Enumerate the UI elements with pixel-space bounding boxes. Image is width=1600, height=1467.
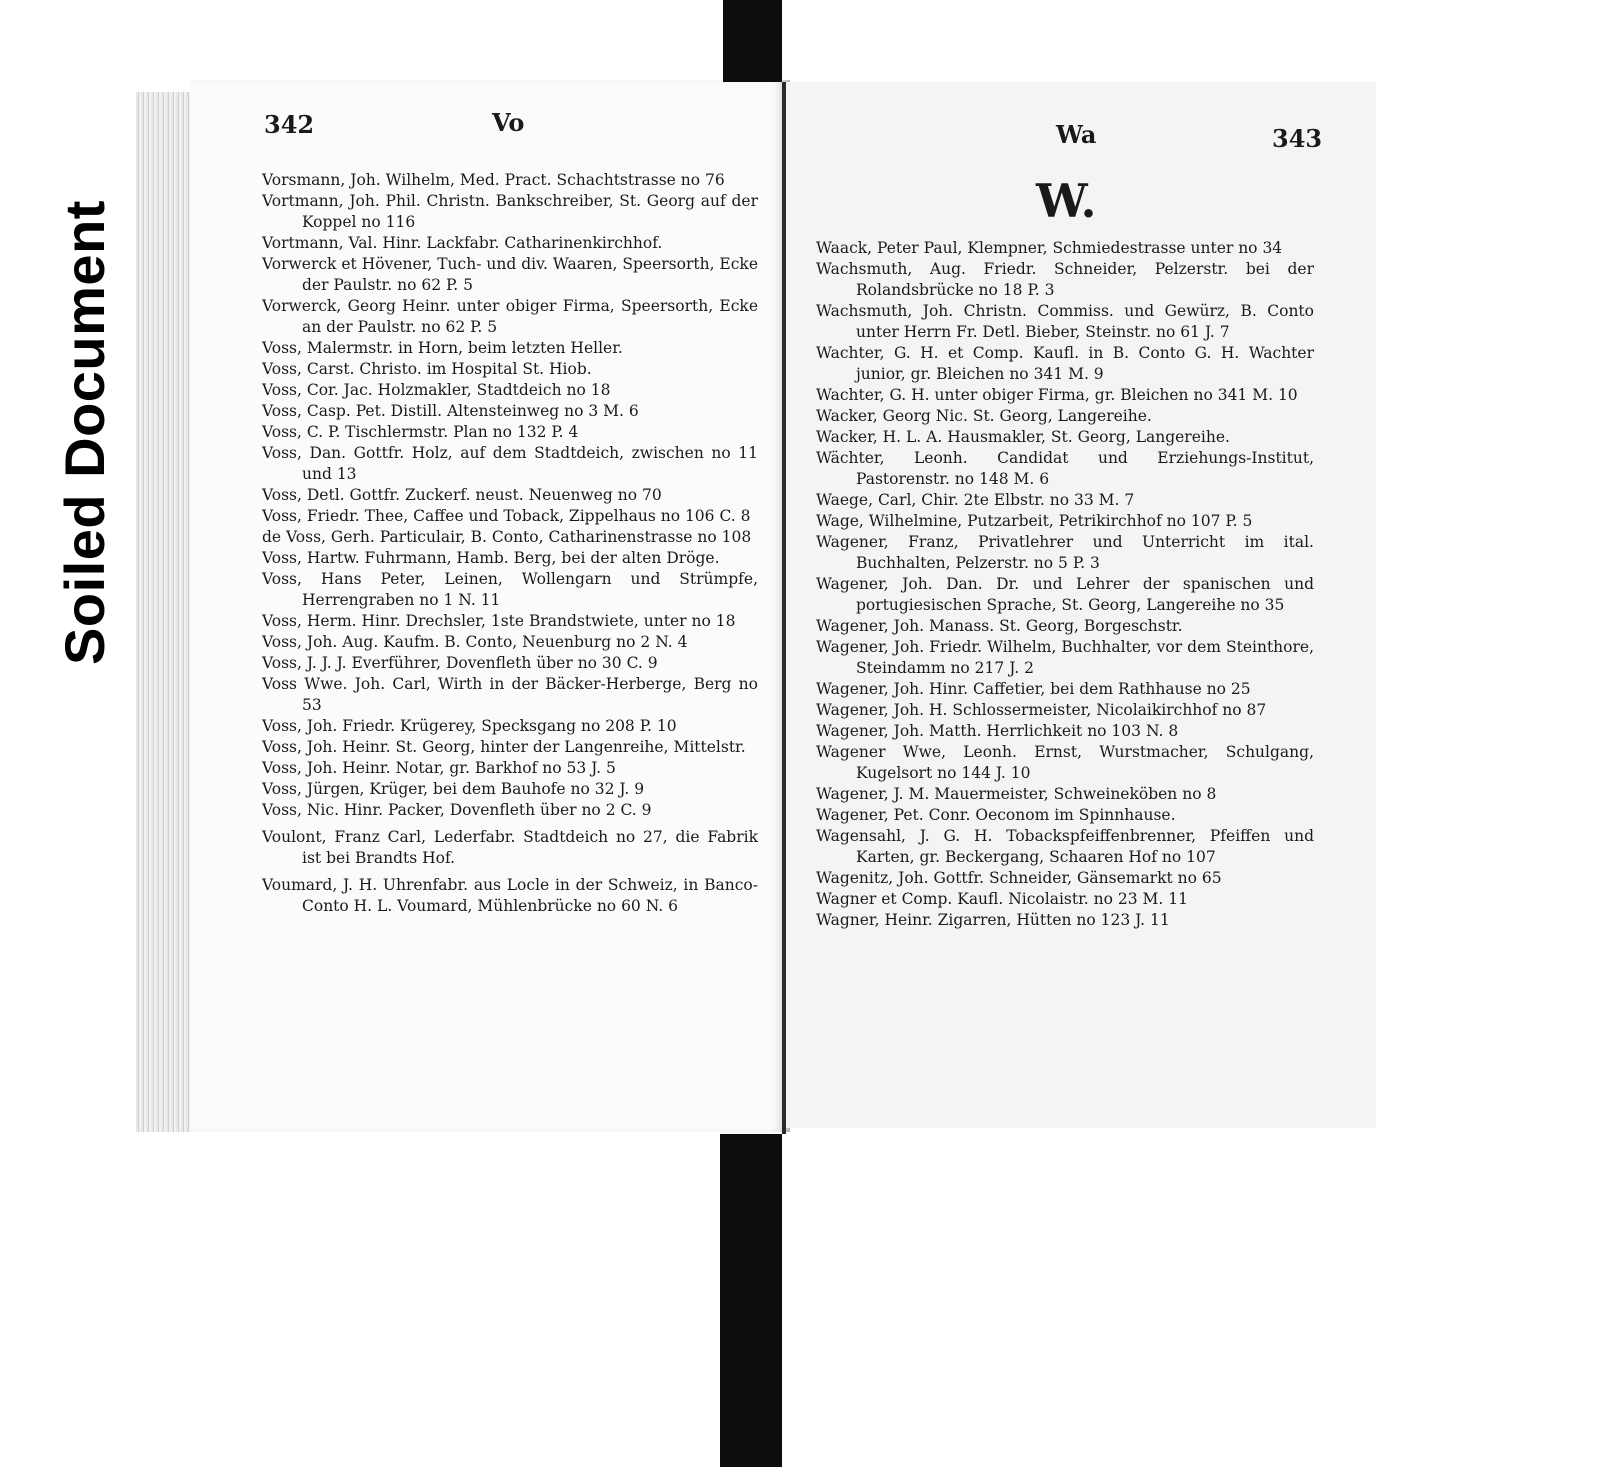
directory-entry: Voss, Nic. Hinr. Packer, Dovenfleth über no 2 C. 9 xyxy=(262,801,652,819)
spine-shadow-bottom xyxy=(720,1134,782,1467)
directory-entry: Wagener, J. M. Mauermeister, Schweineköben no 8 xyxy=(816,785,1217,803)
directory-entry: Voss, J. J. J. Everführer, Dovenfleth über no 30 C. 9 xyxy=(262,654,658,672)
directory-entry: Wagner, Heinr. Zigarren, Hütten no 123 J. 11 xyxy=(816,911,1170,929)
directory-entry: Voss, Detl. Gottfr. Zuckerf. neust. Neuenweg no 70 xyxy=(262,486,662,504)
directory-entry: Voss, C. P. Tischlermstr. Plan no 132 P. 4 xyxy=(262,423,579,441)
directory-entry: Voss, Cor. Jac. Holzmakler, Stadtdeich no 18 xyxy=(262,381,611,399)
left-page-number: 342 xyxy=(264,110,315,139)
right-directory-column xyxy=(816,238,1314,931)
directory-entry: Vorsmann, Joh. Wilhelm, Med. Pract. Schachtstrasse no 76 xyxy=(262,171,725,189)
right-running-header: Wa xyxy=(1056,120,1097,149)
directory-entry: Wächter, Leonh. Candidat und Erziehungs-Institut, Pastorenstr. no 148 M. 6 xyxy=(816,449,1314,488)
directory-entry: Wagener, Joh. H. Schlossermeister, Nicolaikirchhof no 87 xyxy=(816,701,1267,719)
directory-entry: Voss, Joh. Friedr. Krügerey, Specksgang no 208 P. 10 xyxy=(262,717,677,735)
directory-entry: Voss, Hartw. Fuhrmann, Hamb. Berg, bei der alten Dröge. xyxy=(262,549,720,567)
directory-entry: Vorwerck et Hövener, Tuch- und div. Waaren, Speersorth, Ecke der Paulstr. no 62 P. 5 xyxy=(262,255,758,294)
directory-entry: Vorwerck, Georg Heinr. unter obiger Firma, Speersorth, Ecke an der Paulstr. no 62 P. 5 xyxy=(262,297,758,336)
directory-entry: Wachsmuth, Joh. Christn. Commiss. und Gewürz, B. Conto unter Herrn Fr. Detl. Bieber, Steinstr. no 61 J. 7 xyxy=(816,302,1314,341)
directory-entry: Wachter, G. H. et Comp. Kaufl. in B. Conto G. H. Wachter junior, gr. Bleichen no 341 M. 9 xyxy=(816,344,1314,383)
directory-entry: Voss, Friedr. Thee, Caffee und Toback, Zippelhaus no 106 C. 8 xyxy=(262,507,751,525)
directory-entry: Voumard, J. H. Uhrenfabr. aus Locle in der Schweiz, in Banco-Conto H. L. Voumard, Mühlenbrücke no 60 N. 6 xyxy=(262,876,758,915)
directory-entry: Wagener, Joh. Friedr. Wilhelm, Buchhalter, vor dem Steinthore, Steindamm no 217 J. 2 xyxy=(816,638,1314,677)
directory-entry: Wagener, Franz, Privatlehrer und Unterricht im ital. Buchhalten, Pelzerstr. no 5 P. 3 xyxy=(816,533,1314,572)
directory-entry: Vortmann, Val. Hinr. Lackfabr. Catharinenkirchhof. xyxy=(262,234,663,252)
directory-entry: Wacker, Georg Nic. St. Georg, Langereihe. xyxy=(816,407,1152,425)
directory-entry: Voss, Joh. Heinr. St. Georg, hinter der Langenreihe, Mittelstr. xyxy=(262,738,746,756)
section-letter-heading: W. xyxy=(1036,174,1097,228)
directory-entry: Voss, Carst. Christo. im Hospital St. Hiob. xyxy=(262,360,592,378)
directory-entry: Voss, Herm. Hinr. Drechsler, 1ste Brandstwiete, unter no 18 xyxy=(262,612,736,630)
book-spine xyxy=(782,82,786,1134)
left-directory-column xyxy=(262,170,758,917)
directory-entry: Voss, Joh. Heinr. Notar, gr. Barkhof no 53 J. 5 xyxy=(262,759,616,777)
directory-entry: Voulont, Franz Carl, Lederfabr. Stadtdeich no 27, die Fabrik ist bei Brandts Hof. xyxy=(262,828,758,867)
directory-entry: Voss, Joh. Aug. Kaufm. B. Conto, Neuenburg no 2 N. 4 xyxy=(262,633,688,651)
directory-entry: Voss, Malermstr. in Horn, beim letzten Heller. xyxy=(262,339,623,357)
directory-entry: Wagener, Joh. Dan. Dr. und Lehrer der spanischen und portugiesischen Sprache, St. Georg, Langereihe no 35 xyxy=(816,575,1314,614)
directory-entry: Wacker, H. L. A. Hausmakler, St. Georg, Langereihe. xyxy=(816,428,1230,446)
directory-entry: Wachter, G. H. unter obiger Firma, gr. Bleichen no 341 M. 10 xyxy=(816,386,1298,404)
page-edge-stack xyxy=(136,92,196,1132)
directory-entry: Voss, Dan. Gottfr. Holz, auf dem Stadtdeich, zwischen no 11 und 13 xyxy=(262,444,758,483)
directory-entry: Voss, Jürgen, Krüger, bei dem Bauhofe no 32 J. 9 xyxy=(262,780,645,798)
directory-entry: Wagener, Joh. Matth. Herrlichkeit no 103 N. 8 xyxy=(816,722,1179,740)
directory-entry: Wagner et Comp. Kaufl. Nicolaistr. no 23 M. 11 xyxy=(816,890,1188,908)
directory-entry: Waack, Peter Paul, Klempner, Schmiedestrasse unter no 34 xyxy=(816,239,1283,257)
directory-entry: Wage, Wilhelmine, Putzarbeit, Petrikirchhof no 107 P. 5 xyxy=(816,512,1253,530)
directory-entry: Wagener, Joh. Manass. St. Georg, Borgeschstr. xyxy=(816,617,1183,635)
right-page-number: 343 xyxy=(1272,124,1323,153)
directory-entry: Wagener, Pet. Conr. Oeconom im Spinnhause. xyxy=(816,806,1176,824)
directory-entry: Wagener, Joh. Hinr. Caffetier, bei dem Rathhause no 25 xyxy=(816,680,1251,698)
directory-entry: Wagener Wwe, Leonh. Ernst, Wurstmacher, Schulgang, Kugelsort no 144 J. 10 xyxy=(816,743,1314,782)
directory-entry: Wachsmuth, Aug. Friedr. Schneider, Pelzerstr. bei der Rolandsbrücke no 18 P. 3 xyxy=(816,260,1314,299)
left-running-header: Vo xyxy=(492,108,525,137)
directory-entry: Waege, Carl, Chir. 2te Elbstr. no 33 M. 7 xyxy=(816,491,1135,509)
directory-entry: Wagenitz, Joh. Gottfr. Schneider, Gänsemarkt no 65 xyxy=(816,869,1222,887)
directory-entry: Voss Wwe. Joh. Carl, Wirth in der Bäcker-Herberge, Berg no 53 xyxy=(262,675,758,714)
directory-entry: Wagensahl, J. G. H. Tobackspfeiffenbrenner, Pfeiffen und Karten, gr. Beckergang, Schaaren Hof no 107 xyxy=(816,827,1314,866)
directory-entry: Voss, Hans Peter, Leinen, Wollengarn und Strümpfe, Herrengraben no 1 N. 11 xyxy=(262,570,758,609)
soiled-document-stamp xyxy=(52,172,116,692)
directory-entry: Voss, Casp. Pet. Distill. Altensteinweg no 3 M. 6 xyxy=(262,402,639,420)
spine-shadow-top xyxy=(723,0,782,82)
directory-entry: Vortmann, Joh. Phil. Christn. Bankschreiber, St. Georg auf der Koppel no 116 xyxy=(262,192,758,231)
stamp-text: Soiled Document xyxy=(52,199,116,665)
directory-entry: de Voss, Gerh. Particulair, B. Conto, Catharinenstrasse no 108 xyxy=(262,528,752,546)
